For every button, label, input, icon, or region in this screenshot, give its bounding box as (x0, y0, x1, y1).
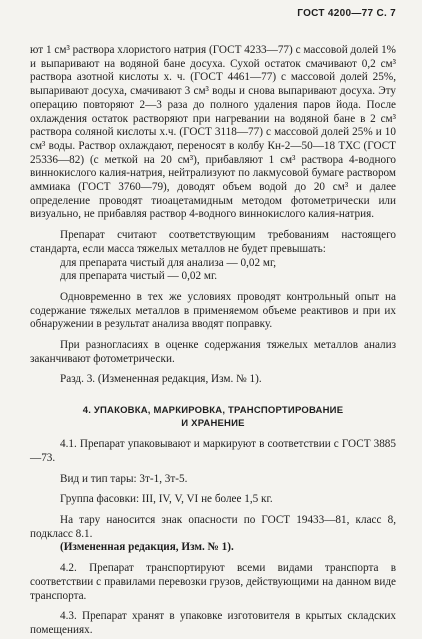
document-body (30, 44, 396, 638)
clause-4-1-hazard-sign: На тару наносится знак опасности по ГОСТ 19433—81, класс 8, подкласс 8.1. (30, 513, 396, 540)
clause-4-1: 4.1. Препарат упаковывают и маркируют в соответствии с ГОСТ 3885—73. (30, 438, 396, 464)
section-4-title-line1: 4. УПАКОВКА, МАРКИРОВКА, ТРАНСПОРТИРОВАНИЕ (82, 405, 344, 417)
amendment-note-section3: Разд. 3. (Измененная редакция, Изм. № 1). (60, 373, 262, 386)
clause-4-3: 4.3. Препарат хранят в упаковке изготовителя в крытых складских помещениях. (30, 610, 396, 636)
paragraph-control-test: Одновременно в тех же условиях проводят контрольный опыт на содержание тяжелых металлов в применяемом объеме реактивов и при их обнаружении в результат анализа вводят поправку. (30, 290, 396, 331)
section-4-heading (30, 405, 396, 430)
paragraph-requirements: Препарат считают соответствующим требованиям настоящего стандарта, если масса тяжелых металлов не будет превышать: (30, 229, 396, 255)
amendment-note-clause-4-1: (Измененная редакция, Изм. № 1). (60, 541, 234, 554)
running-header: ГОСТ 4200—77 С. 7 (297, 8, 396, 19)
paragraph-continued: ют 1 см³ раствора хлористого натрия (ГОСТ 4233—77) с массовой долей 1% и выпаривают на водяной бане досуха. Сухой остаток смачивают 0,2 см³ раствора азотной кислоты х. ч. (ГОСТ 4461—77) с массовой долей 25%, выпаривают досуха, смачивают 3 см³ воды и снова выпаривают досуха. Эту операцию повторяют 2—3 раза до полного удаления паров йода. После охлаждения остаток растворяют при нагревании на водяной бане в 2 см³ раствора соляной кислоты х.ч. (ГОСТ 3118—77) с массовой долей 25% и 10 см³ воды. Раствор охлаждают, переносят в колбу Кн-2—50—18 ТХС (ГОСТ 25336—82) (с меткой на 20 см³), прибавляют 1 см³ раствора 4-водного виннокислого калия-натрия, нейтрализуют по лакмусовой бумаге раствором аммиака (ГОСТ 3760—79), доводят объем водой до 20 см³ и далее определение проводят тиоацетамидным методом фотометрически или визуально, не прибавляя раствор 4-водного виннокислого калия-натрия. (30, 44, 396, 221)
paragraph-disagreements: При разногласиях в оценке содержания тяжелых металлов анализ заканчивают фотометрически. (30, 339, 396, 365)
limit-item-pure-grade: для препарата чистый — 0,02 мг. (60, 270, 218, 283)
clause-4-1-container-type: Вид и тип тары: 3т-1, 3т-5. (60, 472, 188, 485)
section-4-title-line2: И ХРАНЕНИЕ (181, 417, 245, 429)
limit-item-analysis-grade: для препарата чистый для анализа — 0,02 мг, (60, 256, 277, 269)
clause-4-1-packing-group: Группа фасовки: III, IV, V, VI не более 1,5 кг. (60, 493, 273, 506)
clause-4-2: 4.2. Препарат транспортируют всеми видами транспорта в соответствии с правилами перевозки грузов, действующими на данном виде транспорта. (30, 562, 396, 602)
